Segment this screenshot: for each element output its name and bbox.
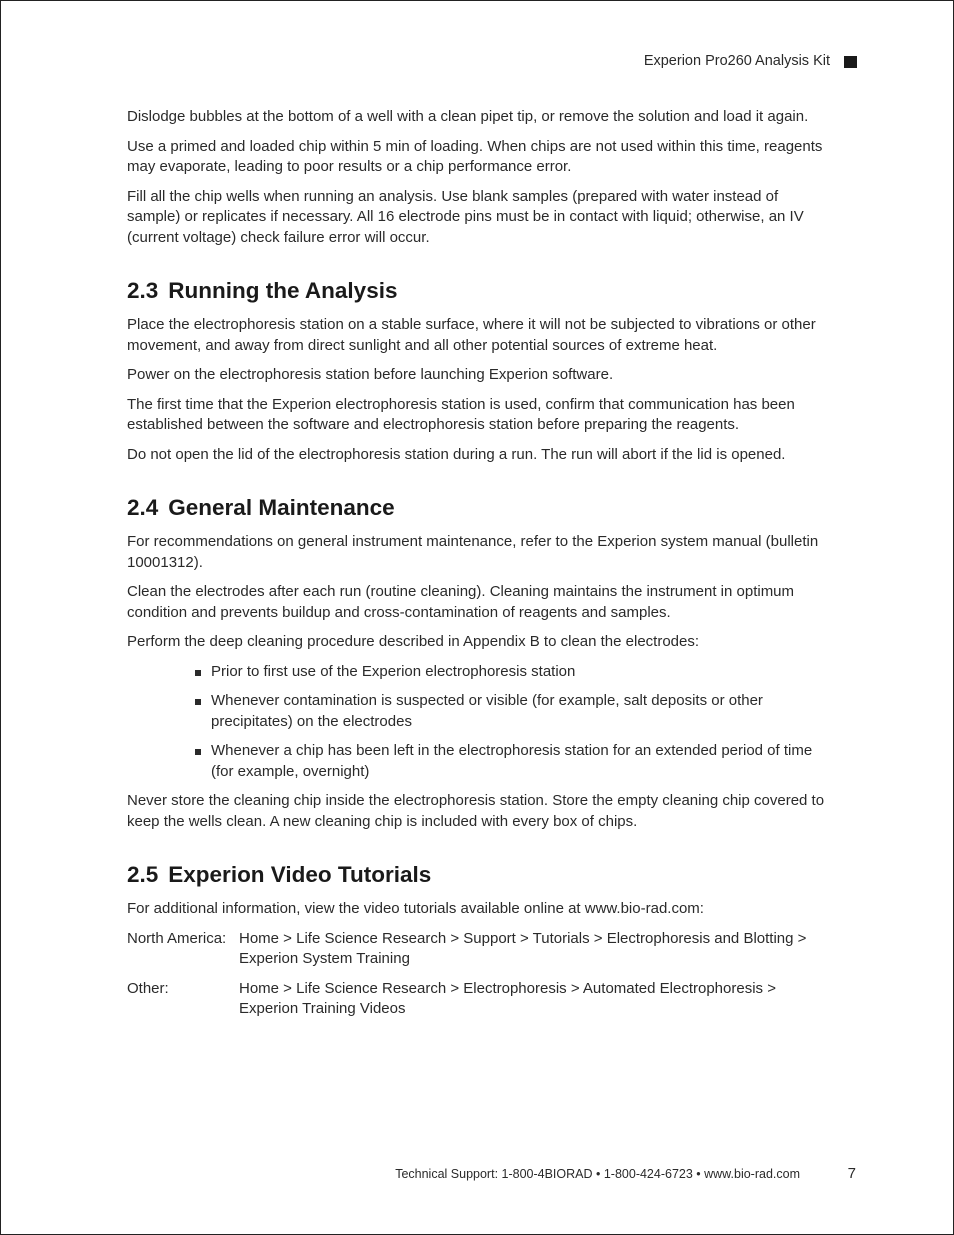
section-paragraph: Place the electrophoresis station on a stable surface, where it will not be subjected to vibrations or other movement, and away from direct sunlight and all other potential sources of extreme heat.: [127, 316, 816, 354]
header-title: Experion Pro260 Analysis Kit: [643, 53, 830, 69]
section-number: 2.4: [127, 495, 159, 520]
section-heading-2-5: [127, 862, 833, 888]
section-heading-2-3: [127, 278, 833, 304]
section-paragraph: Do not open the lid of the electrophoresis station during a run. The run will abort if the lid is opened.: [127, 445, 786, 463]
section-title: Running the Analysis: [168, 278, 398, 303]
section-title: Experion Video Tutorials: [168, 862, 432, 887]
intro-paragraph: Fill all the chip wells when running an analysis. Use blank samples (prepared with water instead of sample) or replicates if necessary. All 16 electrode pins must be in contact with liquid; otherwise, an IV (current voltage) check failure error will occur.: [127, 187, 804, 246]
tutorial-link-row: [127, 929, 833, 970]
section-paragraph: For recommendations on general instrument maintenance, refer to the Experion system manual (bulletin 10001312).: [127, 533, 819, 571]
section-paragraph: For additional information, view the video tutorials available online at www.bio-rad.com:: [127, 900, 704, 917]
tutorial-links: [127, 929, 833, 1020]
header-square-icon: [844, 56, 857, 68]
region-label: North America:: [127, 929, 227, 947]
section-paragraph: Clean the electrodes after each run (routine cleaning). Cleaning maintains the instrument in optimum condition and prevents buildup and cross-contamination of reagents and samples.: [127, 583, 795, 621]
list-item: Prior to first use of the Experion electrophoresis station: [195, 662, 833, 683]
bullet-list: [195, 662, 833, 783]
section-paragraph: Power on the electrophoresis station before launching Experion software.: [127, 366, 614, 383]
region-label: Other:: [127, 979, 169, 997]
section-paragraph: Perform the deep cleaning procedure described in Appendix B to clean the electrodes:: [127, 633, 700, 650]
section-number: 2.5: [127, 862, 159, 887]
technical-support-info: Technical Support: 1-800-4BIORAD • 1-800-424-6723 • www.bio-rad.com: [395, 1167, 800, 1181]
running-header: [644, 53, 857, 69]
page-number: 7: [847, 1165, 856, 1182]
section-paragraph: Never store the cleaning chip inside the electrophoresis station. Store the empty cleaning chip covered to keep the wells clean. A new cleaning chip is included with every box of chips.: [127, 792, 825, 830]
section-paragraph: The first time that the Experion electrophoresis station is used, confirm that communication has been established between the software and electrophoresis station before preparing the reagents.: [127, 395, 795, 433]
list-item: Whenever a chip has been left in the electrophoresis station for an extended period of time (for example, overnight): [195, 741, 833, 782]
navigation-path: Home > Life Science Research > Support > Tutorials > Electrophoresis and Blotting > Experion System Training: [239, 929, 807, 967]
section-number: 2.3: [127, 278, 159, 303]
intro-paragraph: Use a primed and loaded chip within 5 min of loading. When chips are not used within this time, reagents may evaporate, leading to poor results or a chip performance error.: [127, 137, 823, 175]
navigation-path: Home > Life Science Research > Electrophoresis > Automated Electrophoresis > Experion Training Videos: [239, 979, 776, 1017]
section-title: General Maintenance: [168, 495, 395, 520]
list-item: Whenever contamination is suspected or visible (for example, salt deposits or other precipitates) on the electrodes: [195, 691, 833, 732]
section-heading-2-4: [127, 495, 833, 521]
tutorial-link-row: [127, 979, 833, 1020]
intro-paragraph: Dislodge bubbles at the bottom of a well with a clean pipet tip, or remove the solution and load it again.: [127, 108, 809, 125]
main-content: [127, 107, 833, 1029]
